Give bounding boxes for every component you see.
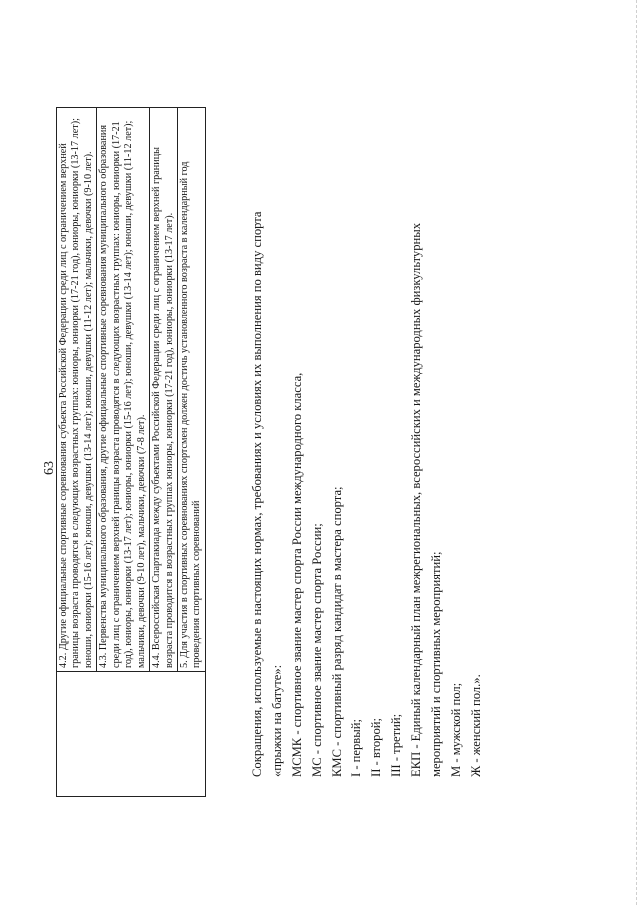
table-row [57, 108, 97, 797]
abbreviation-msmk: МСМК - спортивное звание мастер спорта России международного класса, [289, 372, 304, 777]
abbreviation-kms: КМС - спортивный разряд кандидат в мастера спорта; [329, 486, 344, 777]
table-cell-4-3: 4.3. Первенства муниципального образования, другие официальные спортивные соревнования муниципального образования среди лиц с ограничением верхней границы возраста проводятся в следующих возрастных группах: юниоры, юниорки (17-21 год), юниоры, юниорки (13-17 лет); юниоры, юниорки (15-16 лет); юноши, девушки (13-14 лет); юноши, девушки (11-12 лет); мальчики, девочки (9-10 лет), мальчики, девочки (7-8 лет). [97, 108, 150, 672]
abbreviation-male: М - мужской пол; [448, 682, 463, 777]
abbreviations-block [248, 97, 487, 777]
table-cell-5: 5. Для участия в спортивных соревнованиях спортсмен должен достичь установленного возраста в календарный год проведения спортивных соревнований [177, 108, 205, 672]
abbreviations-intro: Сокращения, используемые в настоящих нормах, требованиях и условиях их выполнения по виду спорта [250, 211, 264, 777]
abbreviation-third: III - третий; [389, 713, 404, 777]
norms-table [56, 107, 206, 797]
table-cell-4-2: 4.2. Другие официальные спортивные соревнования субъекта Российской Федерации среди лиц с ограничением верхней границы возраста проводятся в следующих возрастных группах: юниоры, юниорки (17-21 год), юниоры, юниорки (13-17 лет); юноши, юниорки (15-16 лет); юноши, девушки (13-14 лет); юноши, девушки (11-12 лет); мальчики, девочки (9-10 лет). [57, 108, 97, 672]
table-empty-column [57, 672, 206, 797]
table-cell-4-4: 4.4. Всероссийская Спартакиада между субъектами Российской Федерации среди лиц с ограничением верхней границы возраста проводится в возрастных группах юниоры, юниорки (17-21 год), юниоры, юниорки (13-17 лет). [150, 108, 178, 672]
abbreviation-ekp: ЕКП - Единый календарный план межрегиональных, всероссийских и международных физкультурных [409, 222, 424, 777]
scan-edge-line [636, 0, 637, 905]
abbreviations-sport-name: «прыжки на батуте»: [269, 664, 284, 777]
abbreviation-ekp-cont: мероприятий и спортивных мероприятий; [429, 551, 444, 777]
abbreviation-first: I - первый; [349, 719, 364, 777]
page-number: 63 [42, 461, 57, 475]
abbreviation-female: Ж - женский пол.». [468, 674, 483, 777]
abbreviation-second: II - второй; [369, 718, 384, 777]
abbreviation-ms: МС - спортивное звание мастер спорта России; [309, 523, 324, 777]
